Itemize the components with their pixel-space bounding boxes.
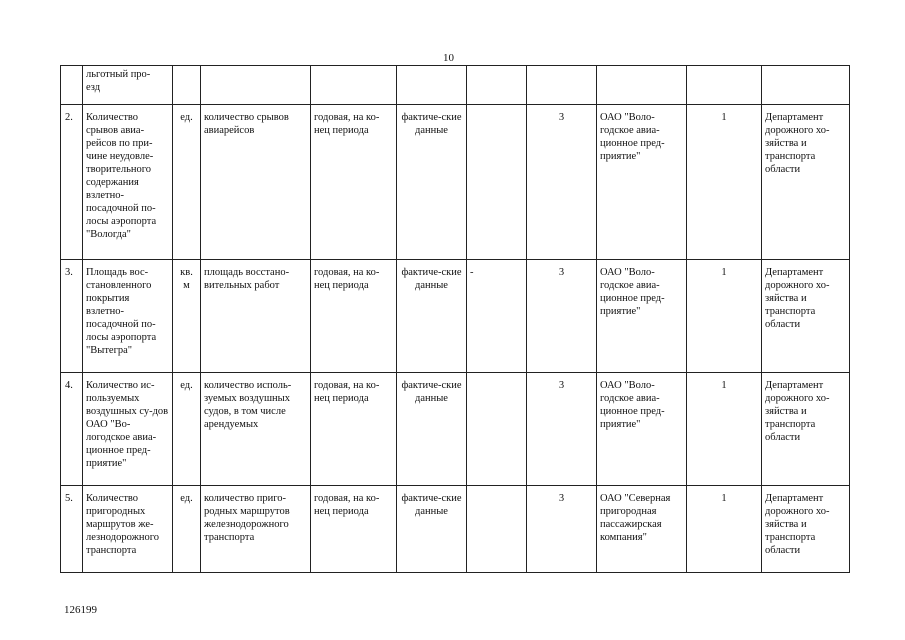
cell-col7: 3 bbox=[527, 486, 597, 573]
cell-periodicity: годовая, на ко-нец периода bbox=[311, 373, 397, 486]
cell-definition: площадь восстано-вительных работ bbox=[201, 260, 311, 373]
table-row bbox=[61, 373, 850, 486]
cell-method: фактиче-ские данные bbox=[397, 260, 467, 373]
cell-formula bbox=[467, 373, 527, 486]
cell-col9: 1 bbox=[687, 373, 762, 486]
cell-formula bbox=[467, 486, 527, 573]
cell-source: ОАО "Воло-годское авиа-ционное пред-приятие" bbox=[597, 373, 687, 486]
table-row bbox=[61, 66, 850, 105]
cell-col7: 3 bbox=[527, 105, 597, 260]
cell-col7: 3 bbox=[527, 260, 597, 373]
cell-periodicity bbox=[311, 66, 397, 105]
cell-unit: ед. bbox=[173, 486, 201, 573]
cell-source bbox=[597, 66, 687, 105]
cell-method: фактиче-ские данные bbox=[397, 373, 467, 486]
cell-responsible: Департамент дорожного хо-зяйства и транспорта области bbox=[762, 260, 850, 373]
cell-responsible: Департамент дорожного хо-зяйства и транспорта области bbox=[762, 373, 850, 486]
cell-num: 2. bbox=[61, 105, 83, 260]
cell-col9: 1 bbox=[687, 260, 762, 373]
document-id: 126199 bbox=[64, 604, 97, 616]
page-number: 10 bbox=[443, 52, 454, 64]
cell-formula bbox=[467, 105, 527, 260]
cell-indicator: Количество пригородных маршрутов же-лезнодорожного транспорта bbox=[83, 486, 173, 573]
table-row bbox=[61, 260, 850, 373]
cell-responsible bbox=[762, 66, 850, 105]
table-row bbox=[61, 486, 850, 573]
cell-col9: 1 bbox=[687, 486, 762, 573]
cell-responsible: Департамент дорожного хо-зяйства и транспорта области bbox=[762, 105, 850, 260]
cell-definition: количество срывов авиарейсов bbox=[201, 105, 311, 260]
cell-source: ОАО "Воло-годское авиа-ционное пред-приятие" bbox=[597, 260, 687, 373]
cell-indicator: Количество срывов авиа-рейсов по при-чине неудовле-творительного содержания взлетно-посадочной по-лосы аэропорта "Вологда" bbox=[83, 105, 173, 260]
cell-definition: количество исполь-зуемых воздушных судов, в том числе арендуемых bbox=[201, 373, 311, 486]
cell-periodicity: годовая, на ко-нец периода bbox=[311, 105, 397, 260]
cell-unit: ед. bbox=[173, 373, 201, 486]
cell-unit: кв. м bbox=[173, 260, 201, 373]
cell-method: фактиче-ские данные bbox=[397, 105, 467, 260]
cell-periodicity: годовая, на ко-нец периода bbox=[311, 486, 397, 573]
cell-unit bbox=[173, 66, 201, 105]
cell-indicator: льготный про- езд bbox=[83, 66, 173, 105]
cell-col9: 1 bbox=[687, 105, 762, 260]
cell-num bbox=[61, 66, 83, 105]
table-row bbox=[61, 105, 850, 260]
cell-num: 4. bbox=[61, 373, 83, 486]
cell-col7 bbox=[527, 66, 597, 105]
cell-formula bbox=[467, 66, 527, 105]
cell-unit: ед. bbox=[173, 105, 201, 260]
cell-periodicity: годовая, на ко-нец периода bbox=[311, 260, 397, 373]
cell-col7: 3 bbox=[527, 373, 597, 486]
cell-source: ОАО "Воло-годское авиа-ционное пред-приятие" bbox=[597, 105, 687, 260]
cell-col9 bbox=[687, 66, 762, 105]
cell-source: ОАО "Северная пригородная пассажирская компания" bbox=[597, 486, 687, 573]
cell-indicator: Количество ис-пользуемых воздушных су-дов ОАО "Во-логодское авиа-ционное пред-приятие" bbox=[83, 373, 173, 486]
cell-method: фактиче-ские данные bbox=[397, 486, 467, 573]
cell-num: 5. bbox=[61, 486, 83, 573]
cell-definition: количество приго-родных маршрутов железнодорожного транспорта bbox=[201, 486, 311, 573]
indicators-table bbox=[60, 65, 850, 573]
cell-method bbox=[397, 66, 467, 105]
cell-formula: - bbox=[467, 260, 527, 373]
cell-num: 3. bbox=[61, 260, 83, 373]
cell-responsible: Департамент дорожного хо-зяйства и транспорта области bbox=[762, 486, 850, 573]
cell-definition bbox=[201, 66, 311, 105]
cell-indicator: Площадь вос-становленного покрытия взлетно-посадочной по-лосы аэропорта "Вытегра" bbox=[83, 260, 173, 373]
